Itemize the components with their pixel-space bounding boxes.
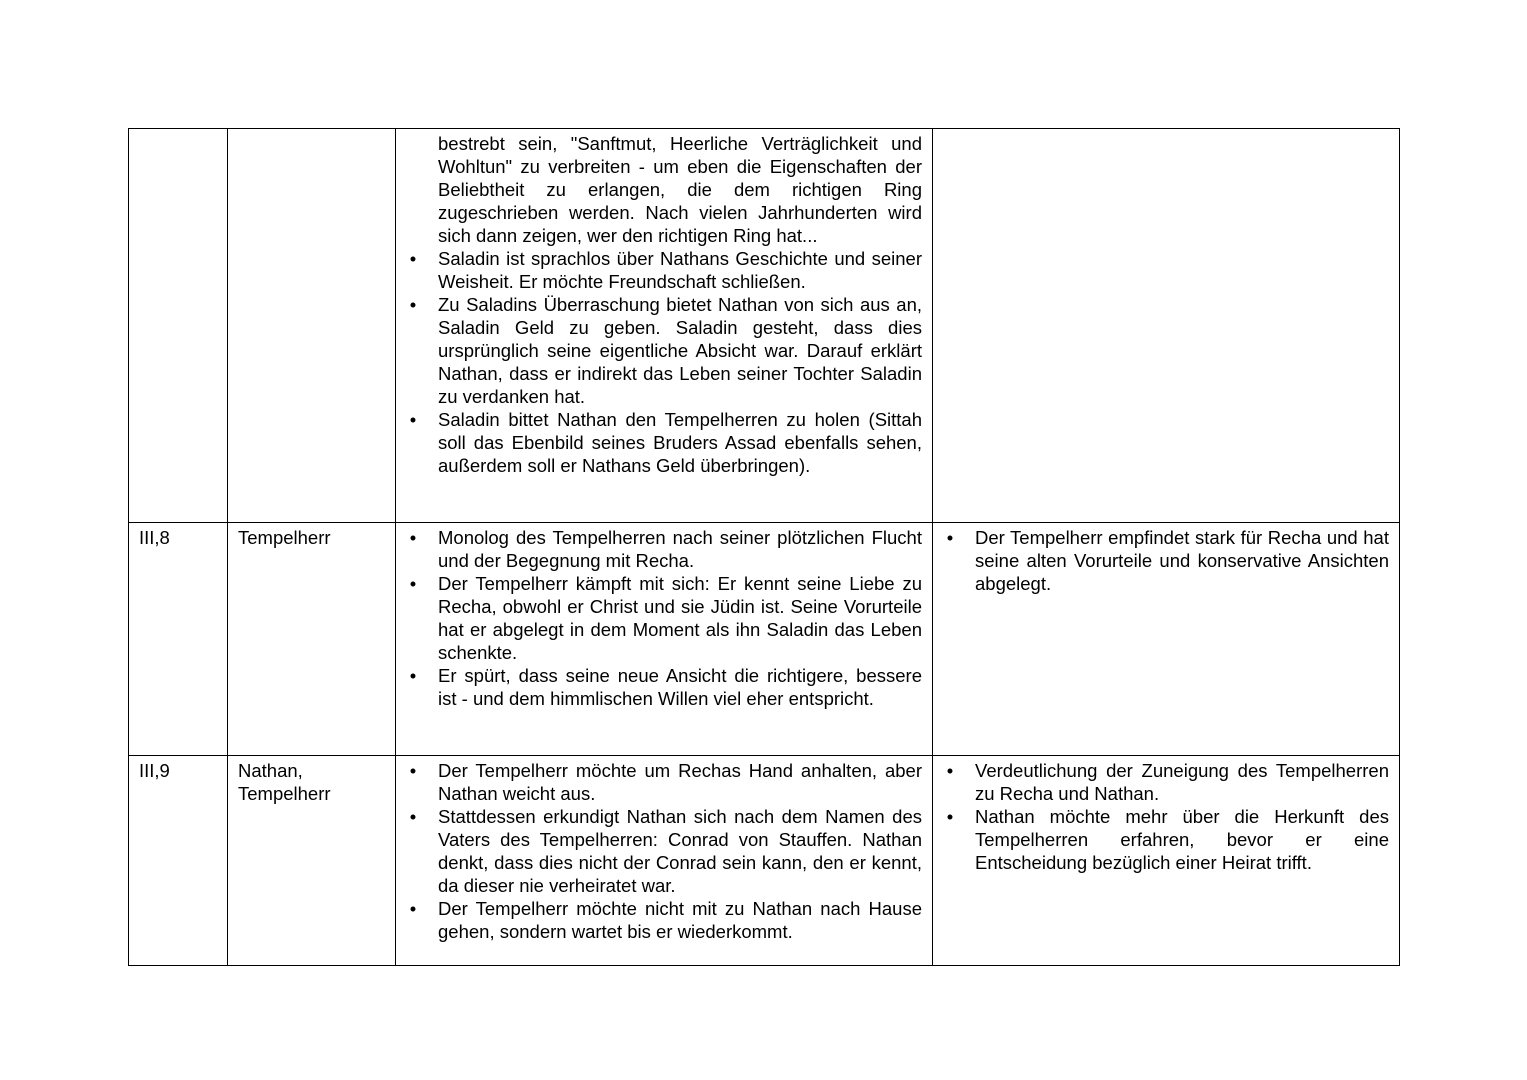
list-item [396,759,922,805]
bullet-icon: • [409,806,417,827]
scene-label: III,8 [139,527,170,548]
scene-table [128,128,1400,966]
characters-cell [228,523,396,756]
scene-label: III,9 [139,760,170,781]
content-text: Der Tempelherr möchte um Rechas Hand anhalten, aber Nathan weicht aus. [438,760,922,804]
analysis-list [933,759,1389,874]
content-text: Stattdessen erkundigt Nathan sich nach dem Namen des Vaters des Tempelherren: Conrad von Stauffen. Nathan denkt, dass dies nicht der Conrad sein kann, den er kennt, da dieser nie verheiratet war. [438,806,922,896]
table-row [129,129,1400,523]
list-item [396,526,922,572]
bullet-icon: • [409,898,417,919]
bullet-icon: • [409,760,417,781]
bullet-icon: • [946,527,954,548]
list-item [396,247,922,293]
bullet-icon: • [946,806,954,827]
content-list [396,132,922,477]
analysis-text: Nathan möchte mehr über die Herkunft des Tempelherren erfahren, bevor er eine Entscheidung bezüglich einer Heirat trifft. [975,806,1389,873]
list-item [396,293,922,408]
bullet-icon: • [409,294,417,315]
content-cell [396,756,933,966]
table-row [129,523,1400,756]
list-item [396,805,922,897]
content-paragraph [396,132,922,247]
content-cell [396,129,933,523]
characters-cell [228,756,396,966]
bullet-icon: • [409,527,417,548]
content-text: Der Tempelherr kämpft mit sich: Er kennt seine Liebe zu Recha, obwohl er Christ und sie Jüdin ist. Seine Vorurteile hat er abgelegt in dem Moment als ihn Saladin das Leben schenkte. [438,573,922,663]
analysis-cell [933,756,1400,966]
content-text: Saladin ist sprachlos über Nathans Geschichte und seiner Weisheit. Er möchte Freundschaft schließen. [438,248,922,292]
content-list [396,526,922,710]
analysis-text: Verdeutlichung der Zuneigung des Tempelherren zu Recha und Nathan. [975,760,1389,804]
list-item [933,759,1389,805]
content-text: Er spürt, dass seine neue Ansicht die richtigere, bessere ist - und dem himmlischen Willen viel eher entspricht. [438,665,922,709]
list-item [933,805,1389,874]
analysis-list [933,526,1389,595]
scene-cell [129,129,228,523]
list-item [396,572,922,664]
analysis-text: Der Tempelherr empfindet stark für Recha und hat seine alten Vorurteile und konservative Ansichten abgelegt. [975,527,1389,594]
content-text: Der Tempelherr möchte nicht mit zu Nathan nach Hause gehen, sondern wartet bis er wiederkommt. [438,898,922,942]
bullet-icon: • [409,573,417,594]
bullet-icon: • [946,760,954,781]
character-name: Nathan, [238,760,303,781]
bullet-icon: • [409,665,417,686]
content-text: Monolog des Tempelherren nach seiner plötzlichen Flucht und der Begegnung mit Recha. [438,527,922,571]
content-list [396,759,922,943]
character-name: Tempelherr [238,527,331,548]
list-item [396,897,922,943]
content-text: bestrebt sein, "Sanftmut, Heerliche Verträglichkeit und Wohltun" zu verbreiten - um eben die Eigenschaften der Beliebtheit zu erlangen, die dem richtigen Ring zugeschrieben werden. Nach vielen Jahrhunderten wird sich dann zeigen, wer den richtigen Ring hat... [438,133,922,246]
content-cell [396,523,933,756]
character-name: Tempelherr [238,783,331,804]
list-item [933,526,1389,595]
table-row [129,756,1400,966]
bullet-icon: • [409,248,417,269]
analysis-cell [933,129,1400,523]
bullet-icon: • [409,409,417,430]
scene-cell [129,523,228,756]
analysis-cell [933,523,1400,756]
scene-cell [129,756,228,966]
characters-cell [228,129,396,523]
content-text: Zu Saladins Überraschung bietet Nathan von sich aus an, Saladin Geld zu geben. Saladin gesteht, dass dies ursprünglich seine eigentliche Absicht war. Darauf erklärt Nathan, dass er indirekt das Leben seiner Tochter Saladin zu verdanken hat. [438,294,922,407]
list-item [396,664,922,710]
content-text: Saladin bittet Nathan den Tempelherren zu holen (Sittah soll das Ebenbild seines Bruders Assad ebenfalls sehen, außerdem soll er Nathans Geld überbringen). [438,409,922,476]
list-item [396,408,922,477]
